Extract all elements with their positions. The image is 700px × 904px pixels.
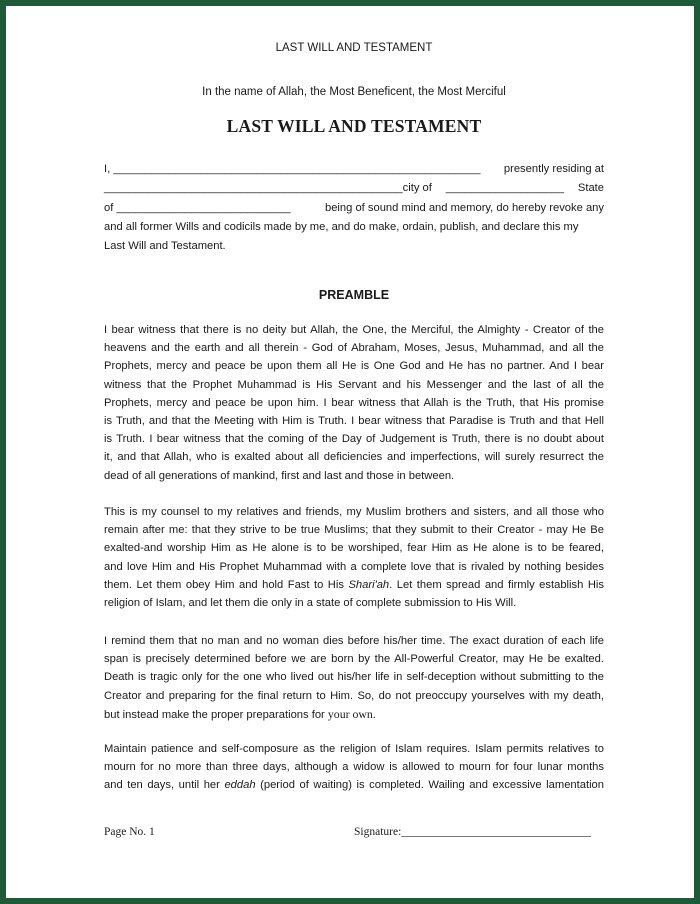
paragraph-line: is Truth, and that the Meeting with Him is Truth. I bear witness that Paradise is Truth and that Hell bbox=[104, 415, 604, 428]
line-text: (period of waiting) is completed. Wailing and excessive lamentation bbox=[255, 779, 604, 792]
paragraph-line: mourn for no more than three days, although a widow is allowed to mourn for four lunar months bbox=[104, 761, 604, 774]
preamble-heading: PREAMBLE bbox=[318, 288, 390, 302]
residing-label: presently residing at bbox=[503, 163, 604, 175]
document-page bbox=[6, 6, 694, 898]
sound-mind-text: being of sound mind and memory, do hereby revoke any bbox=[324, 201, 604, 214]
line-text: them. Let them obey Him and hold Fast to His bbox=[104, 578, 349, 591]
paragraph-line: This is my counsel to my relatives and friends, my Muslim brothers and sisters, and all those who bbox=[104, 506, 604, 518]
line-text: but instead make the proper preparations for bbox=[104, 708, 328, 721]
running-header-title: LAST WILL AND TESTAMENT bbox=[275, 42, 433, 54]
paragraph-line bbox=[104, 576, 604, 594]
testator-declaration bbox=[104, 160, 604, 256]
eddah-term: eddah bbox=[224, 779, 256, 792]
preamble-paragraph-4 bbox=[104, 740, 604, 795]
paragraph-line: Maintain patience and self-composure as the religion of Islam requires. Islam permits relatives to bbox=[104, 743, 604, 755]
state-blank: of ____________________________ bbox=[104, 201, 291, 214]
invocation-line: In the name of Allah, the Most Beneficent, the Most Merciful bbox=[202, 86, 506, 98]
paragraph-line: Prophets, mercy and peace be upon him. I bear witness that Allah is the Truth, that His promise bbox=[104, 396, 604, 409]
address-city-blank: ________________________________________________city of bbox=[104, 182, 432, 195]
paragraph-line: remain after me: that they strive to be true Muslims; that they submit to their Creator - may He Be bbox=[104, 524, 604, 537]
signature-line: Signature:_________________________________ bbox=[354, 826, 592, 838]
declaration-line-1 bbox=[104, 160, 604, 179]
line-text-serif: your own. bbox=[327, 706, 376, 721]
document-title: LAST WILL AND TESTAMENT bbox=[226, 116, 482, 136]
paragraph-line: span is precisely determined before we are born by the All-Powerful Creator, may He be exalted. bbox=[104, 653, 604, 666]
paragraph-line: Prophets, mercy and peace be upon them all He is One God and He has no partner. And I bear bbox=[104, 360, 604, 373]
paragraph-line: exalted-and worship Him as He alone is to be worshiped, fear Him as He alone is to be feared, bbox=[104, 542, 604, 555]
declaration-line-5: Last Will and Testament. bbox=[104, 240, 226, 253]
paragraph-line: religion of Islam, and let them die only in a state of complete submission to His Will. bbox=[104, 597, 517, 610]
state-label: State bbox=[577, 182, 604, 195]
page-number: Page No. 1 bbox=[104, 826, 155, 838]
paragraph-line bbox=[104, 776, 604, 794]
paragraph-line: heavens and the earth and all therein - God of Abraham, Moses, Jesus, Muhammad, and all the bbox=[104, 342, 604, 355]
paragraph-line: and love Him and His Prophet Muhammad with a complete love that is rivaled by nothing besides bbox=[104, 560, 604, 573]
paragraph-line: dead of all generations of mankind, first and last and those in between. bbox=[104, 469, 455, 482]
declaration-line-3 bbox=[104, 199, 604, 218]
paragraph-line: witness that the Prophet Muhammad is His Servant and his Messenger and the last of all the bbox=[104, 378, 604, 391]
paragraph-line: I remind them that no man and no woman dies before his/her time. The exact duration of each life bbox=[104, 635, 604, 647]
paragraph-line: Death is tragic only for the one who lived out his/her life in self-deception without submitting to the bbox=[104, 671, 604, 684]
line-text: . Let them spread and firmly establish His bbox=[389, 578, 604, 591]
paragraph-line: it, and that Allah, who is exalted about all deficiencies and imperfections, will surely resurrect the bbox=[104, 451, 604, 464]
paragraph-line: is Truth. I bear witness that the coming of the Day of Judgement is Truth, there is no doubt about bbox=[104, 433, 604, 446]
declaration-line-2 bbox=[104, 179, 604, 198]
paragraph-line: Creator and preparing for the final return to Him. So, do not preoccupy yourselves with my death, bbox=[104, 689, 604, 702]
name-blank: I, ___________________________________________________________ bbox=[104, 163, 481, 175]
declaration-line-4: and all former Wills and codicils made by me, and do make, ordain, publish, and declare this my bbox=[104, 220, 579, 233]
city-blank: ___________________ bbox=[445, 182, 564, 195]
preamble-paragraph-3 bbox=[104, 632, 604, 724]
paragraph-line: I bear witness that there is no deity but Allah, the One, the Merciful, the Almighty - Creator of the bbox=[104, 324, 604, 336]
shariah-term: Shari'ah bbox=[348, 578, 390, 591]
preamble-paragraph-2 bbox=[104, 503, 604, 612]
preamble-paragraph-1 bbox=[104, 321, 604, 485]
paragraph-line bbox=[104, 705, 604, 724]
line-text: and ten days, until her bbox=[104, 779, 225, 792]
